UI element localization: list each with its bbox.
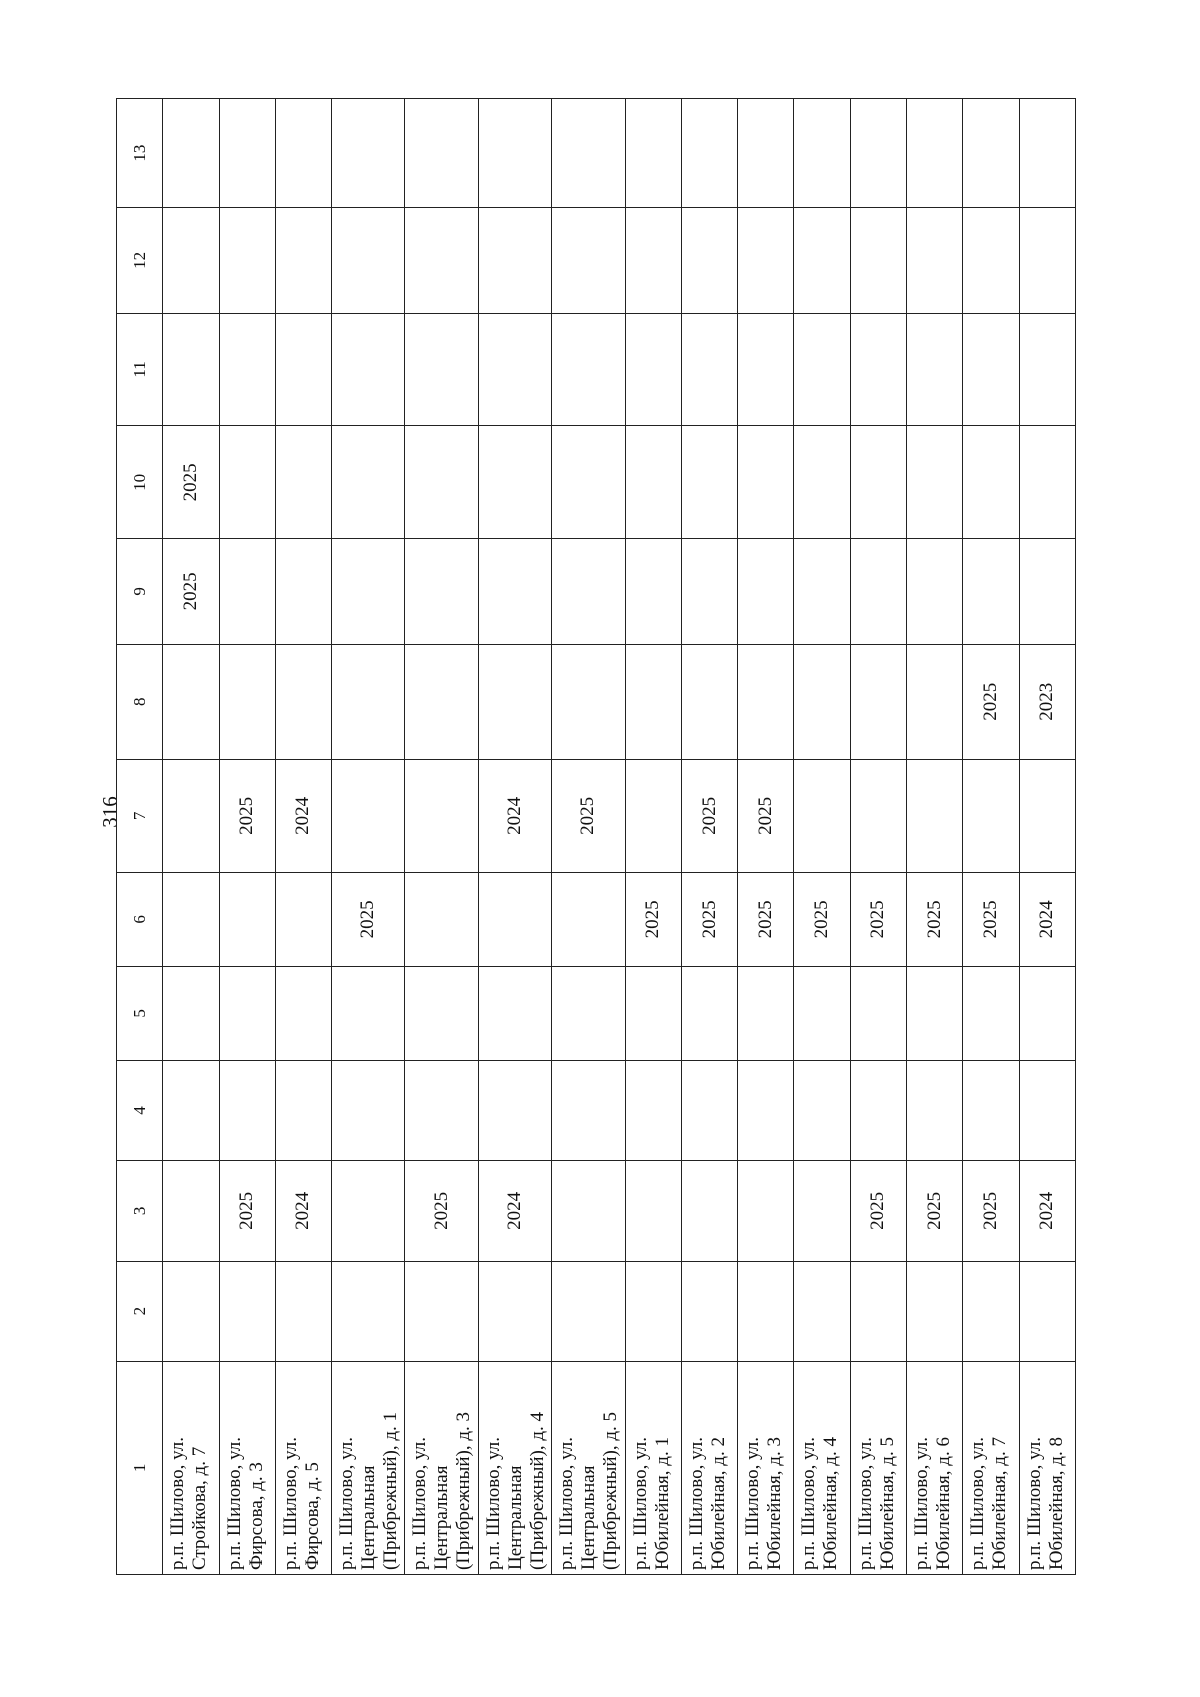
year-cell-col-3: 2025 — [405, 1161, 478, 1261]
year-cell-col-4 — [332, 1060, 405, 1160]
year-cell-col-6: 2024 — [1019, 872, 1075, 966]
address-cell: р.п. Шилово, ул. Центральная (Прибрежный), д. 5 — [552, 1361, 625, 1574]
year-cell-col-12 — [478, 208, 551, 313]
year-cell-col-9 — [405, 539, 478, 644]
year-cell-col-7 — [1019, 759, 1075, 872]
year-cell-col-10 — [478, 426, 551, 539]
year-cell-col-2 — [275, 1261, 331, 1361]
table-row — [163, 99, 219, 1575]
year-cell-col-9 — [794, 539, 850, 644]
year-cell-col-3 — [681, 1161, 737, 1261]
year-cell-col-11 — [275, 313, 331, 426]
year-cell-col-5 — [219, 966, 275, 1060]
year-cell-col-11 — [906, 313, 962, 426]
year-cell-col-9 — [850, 539, 906, 644]
year-cell-col-11 — [1019, 313, 1075, 426]
year-cell-col-11 — [478, 313, 551, 426]
address-cell: р.п. Шилово, ул. Юбилейная, д. 7 — [963, 1361, 1019, 1574]
year-cell-col-3: 2025 — [906, 1161, 962, 1261]
address-cell: р.п. Шилово, ул. Юбилейная, д. 5 — [850, 1361, 906, 1574]
year-cell-col-4 — [850, 1060, 906, 1160]
register-table — [116, 98, 1076, 1575]
year-cell-col-2 — [219, 1261, 275, 1361]
year-cell-col-13 — [1019, 99, 1075, 208]
year-cell-col-6 — [163, 872, 219, 966]
year-cell-col-6 — [275, 872, 331, 966]
year-cell-col-4 — [738, 1060, 794, 1160]
table-row — [478, 99, 551, 1575]
year-cell-col-13 — [478, 99, 551, 208]
year-cell-col-5 — [794, 966, 850, 1060]
year-cell-col-10 — [906, 426, 962, 539]
column-number-1: 1 — [117, 1361, 163, 1574]
year-cell-col-2 — [963, 1261, 1019, 1361]
header-row — [117, 99, 163, 1575]
year-cell-col-10 — [552, 426, 625, 539]
year-cell-col-5 — [850, 966, 906, 1060]
year-cell-col-3 — [552, 1161, 625, 1261]
year-cell-col-7 — [332, 759, 405, 872]
year-cell-col-9 — [625, 539, 681, 644]
year-cell-col-11 — [219, 313, 275, 426]
year-cell-col-12 — [794, 208, 850, 313]
year-cell-col-8 — [219, 644, 275, 759]
year-cell-col-6 — [219, 872, 275, 966]
year-cell-col-3 — [794, 1161, 850, 1261]
year-cell-col-11 — [963, 313, 1019, 426]
table-row — [850, 99, 906, 1575]
year-cell-col-6: 2025 — [794, 872, 850, 966]
year-cell-col-8 — [906, 644, 962, 759]
year-cell-col-4 — [163, 1060, 219, 1160]
year-cell-col-5 — [738, 966, 794, 1060]
year-cell-col-13 — [738, 99, 794, 208]
page-number: 316 — [98, 796, 122, 828]
year-cell-col-10 — [625, 426, 681, 539]
year-cell-col-4 — [963, 1060, 1019, 1160]
year-cell-col-7 — [794, 759, 850, 872]
address-cell: р.п. Шилово, ул. Центральная (Прибрежный), д. 4 — [478, 1361, 551, 1574]
year-cell-col-8 — [552, 644, 625, 759]
year-cell-col-13 — [552, 99, 625, 208]
year-cell-col-6: 2025 — [906, 872, 962, 966]
year-cell-col-12 — [906, 208, 962, 313]
year-cell-col-12 — [275, 208, 331, 313]
year-cell-col-12 — [681, 208, 737, 313]
table-row — [219, 99, 275, 1575]
year-cell-col-6: 2025 — [738, 872, 794, 966]
year-cell-col-12 — [163, 208, 219, 313]
table-body — [117, 99, 1076, 1575]
year-cell-col-10 — [1019, 426, 1075, 539]
column-number-3: 3 — [117, 1161, 163, 1261]
year-cell-col-13 — [794, 99, 850, 208]
year-cell-col-9 — [906, 539, 962, 644]
year-cell-col-13 — [681, 99, 737, 208]
year-cell-col-5 — [275, 966, 331, 1060]
year-cell-col-2 — [1019, 1261, 1075, 1361]
year-cell-col-8 — [625, 644, 681, 759]
year-cell-col-10 — [332, 426, 405, 539]
year-cell-col-11 — [738, 313, 794, 426]
year-cell-col-9 — [1019, 539, 1075, 644]
year-cell-col-12 — [738, 208, 794, 313]
year-cell-col-5 — [332, 966, 405, 1060]
year-cell-col-3 — [738, 1161, 794, 1261]
year-cell-col-11 — [552, 313, 625, 426]
year-cell-col-2 — [850, 1261, 906, 1361]
year-cell-col-11 — [405, 313, 478, 426]
year-cell-col-12 — [332, 208, 405, 313]
table-row — [794, 99, 850, 1575]
year-cell-col-6 — [478, 872, 551, 966]
year-cell-col-13 — [219, 99, 275, 208]
year-cell-col-6: 2025 — [681, 872, 737, 966]
table-row — [906, 99, 962, 1575]
table-row — [681, 99, 737, 1575]
table-row — [552, 99, 625, 1575]
year-cell-col-3 — [163, 1161, 219, 1261]
year-cell-col-5 — [478, 966, 551, 1060]
year-cell-col-2 — [738, 1261, 794, 1361]
year-cell-col-6: 2025 — [850, 872, 906, 966]
year-cell-col-8 — [794, 644, 850, 759]
year-cell-col-8 — [275, 644, 331, 759]
year-cell-col-5 — [552, 966, 625, 1060]
address-cell: р.п. Шилово, ул. Юбилейная, д. 3 — [738, 1361, 794, 1574]
year-cell-col-3: 2025 — [219, 1161, 275, 1261]
table-container — [116, 98, 1076, 1575]
year-cell-col-4 — [552, 1060, 625, 1160]
year-cell-col-6 — [405, 872, 478, 966]
address-cell: р.п. Шилово, ул. Стройкова, д. 7 — [163, 1361, 219, 1574]
table-row — [738, 99, 794, 1575]
year-cell-col-12 — [405, 208, 478, 313]
year-cell-col-8: 2023 — [1019, 644, 1075, 759]
year-cell-col-11 — [850, 313, 906, 426]
year-cell-col-13 — [625, 99, 681, 208]
year-cell-col-5 — [963, 966, 1019, 1060]
year-cell-col-7 — [163, 759, 219, 872]
column-number-10: 10 — [117, 426, 163, 539]
year-cell-col-5 — [681, 966, 737, 1060]
year-cell-col-11 — [681, 313, 737, 426]
column-number-7: 7 — [117, 759, 163, 872]
year-cell-col-8 — [332, 644, 405, 759]
year-cell-col-2 — [625, 1261, 681, 1361]
year-cell-col-10 — [405, 426, 478, 539]
year-cell-col-7 — [625, 759, 681, 872]
year-cell-col-3 — [625, 1161, 681, 1261]
column-number-4: 4 — [117, 1060, 163, 1160]
year-cell-col-7 — [906, 759, 962, 872]
year-cell-col-5 — [1019, 966, 1075, 1060]
year-cell-col-4 — [478, 1060, 551, 1160]
year-cell-col-12 — [625, 208, 681, 313]
year-cell-col-9 — [552, 539, 625, 644]
table-row — [275, 99, 331, 1575]
table-row — [1019, 99, 1075, 1575]
column-number-2: 2 — [117, 1261, 163, 1361]
year-cell-col-13 — [963, 99, 1019, 208]
column-number-11: 11 — [117, 313, 163, 426]
year-cell-col-10 — [794, 426, 850, 539]
year-cell-col-11 — [163, 313, 219, 426]
year-cell-col-4 — [625, 1060, 681, 1160]
year-cell-col-7: 2025 — [681, 759, 737, 872]
year-cell-col-3: 2024 — [478, 1161, 551, 1261]
year-cell-col-2 — [332, 1261, 405, 1361]
column-number-5: 5 — [117, 966, 163, 1060]
year-cell-col-7 — [405, 759, 478, 872]
year-cell-col-6: 2025 — [963, 872, 1019, 966]
column-number-9: 9 — [117, 539, 163, 644]
year-cell-col-13 — [332, 99, 405, 208]
column-number-12: 12 — [117, 208, 163, 313]
year-cell-col-3: 2025 — [850, 1161, 906, 1261]
year-cell-col-2 — [906, 1261, 962, 1361]
year-cell-col-9: 2025 — [163, 539, 219, 644]
year-cell-col-4 — [1019, 1060, 1075, 1160]
year-cell-col-4 — [219, 1060, 275, 1160]
year-cell-col-4 — [405, 1060, 478, 1160]
address-cell: р.п. Шилово, ул. Центральная (Прибрежный), д. 3 — [405, 1361, 478, 1574]
address-cell: р.п. Шилово, ул. Фирсова, д. 5 — [275, 1361, 331, 1574]
year-cell-col-10 — [963, 426, 1019, 539]
year-cell-col-13 — [906, 99, 962, 208]
year-cell-col-13 — [275, 99, 331, 208]
year-cell-col-9 — [332, 539, 405, 644]
year-cell-col-3: 2025 — [963, 1161, 1019, 1261]
year-cell-col-3: 2024 — [1019, 1161, 1075, 1261]
year-cell-col-3 — [332, 1161, 405, 1261]
column-number-8: 8 — [117, 644, 163, 759]
year-cell-col-9 — [478, 539, 551, 644]
year-cell-col-13 — [850, 99, 906, 208]
year-cell-col-4 — [681, 1060, 737, 1160]
address-cell: р.п. Шилово, ул. Юбилейная, д. 8 — [1019, 1361, 1075, 1574]
year-cell-col-12 — [963, 208, 1019, 313]
year-cell-col-10 — [219, 426, 275, 539]
year-cell-col-11 — [332, 313, 405, 426]
year-cell-col-10 — [681, 426, 737, 539]
year-cell-col-2 — [405, 1261, 478, 1361]
year-cell-col-8 — [681, 644, 737, 759]
year-cell-col-13 — [163, 99, 219, 208]
year-cell-col-4 — [794, 1060, 850, 1160]
year-cell-col-6: 2025 — [625, 872, 681, 966]
year-cell-col-9 — [219, 539, 275, 644]
address-cell: р.п. Шилово, ул. Юбилейная, д. 2 — [681, 1361, 737, 1574]
year-cell-col-9 — [738, 539, 794, 644]
column-number-6: 6 — [117, 872, 163, 966]
year-cell-col-5 — [906, 966, 962, 1060]
year-cell-col-7: 2025 — [219, 759, 275, 872]
year-cell-col-5 — [163, 966, 219, 1060]
year-cell-col-8 — [850, 644, 906, 759]
year-cell-col-9 — [681, 539, 737, 644]
year-cell-col-10 — [738, 426, 794, 539]
year-cell-col-12 — [219, 208, 275, 313]
year-cell-col-8 — [405, 644, 478, 759]
year-cell-col-9 — [275, 539, 331, 644]
year-cell-col-4 — [906, 1060, 962, 1160]
year-cell-col-12 — [1019, 208, 1075, 313]
year-cell-col-10 — [275, 426, 331, 539]
year-cell-col-7: 2025 — [552, 759, 625, 872]
year-cell-col-8 — [738, 644, 794, 759]
address-cell: р.п. Шилово, ул. Фирсова, д. 3 — [219, 1361, 275, 1574]
year-cell-col-10 — [850, 426, 906, 539]
table-row — [332, 99, 405, 1575]
year-cell-col-2 — [794, 1261, 850, 1361]
year-cell-col-6 — [552, 872, 625, 966]
year-cell-col-12 — [552, 208, 625, 313]
address-cell: р.п. Шилово, ул. Юбилейная, д. 6 — [906, 1361, 962, 1574]
year-cell-col-10: 2025 — [163, 426, 219, 539]
table-row — [963, 99, 1019, 1575]
year-cell-col-2 — [163, 1261, 219, 1361]
year-cell-col-4 — [275, 1060, 331, 1160]
year-cell-col-8: 2025 — [963, 644, 1019, 759]
year-cell-col-7: 2025 — [738, 759, 794, 872]
table-row — [625, 99, 681, 1575]
year-cell-col-8 — [163, 644, 219, 759]
year-cell-col-12 — [850, 208, 906, 313]
year-cell-col-2 — [681, 1261, 737, 1361]
address-cell: р.п. Шилово, ул. Центральная (Прибрежный), д. 1 — [332, 1361, 405, 1574]
year-cell-col-5 — [625, 966, 681, 1060]
year-cell-col-11 — [625, 313, 681, 426]
address-cell: р.п. Шилово, ул. Юбилейная, д. 1 — [625, 1361, 681, 1574]
year-cell-col-11 — [794, 313, 850, 426]
year-cell-col-7 — [963, 759, 1019, 872]
year-cell-col-6: 2025 — [332, 872, 405, 966]
year-cell-col-9 — [963, 539, 1019, 644]
year-cell-col-5 — [405, 966, 478, 1060]
year-cell-col-13 — [405, 99, 478, 208]
address-cell: р.п. Шилово, ул. Юбилейная, д. 4 — [794, 1361, 850, 1574]
column-number-13: 13 — [117, 99, 163, 208]
year-cell-col-7: 2024 — [478, 759, 551, 872]
year-cell-col-2 — [552, 1261, 625, 1361]
year-cell-col-7: 2024 — [275, 759, 331, 872]
year-cell-col-2 — [478, 1261, 551, 1361]
year-cell-col-7 — [850, 759, 906, 872]
year-cell-col-3: 2024 — [275, 1161, 331, 1261]
year-cell-col-8 — [478, 644, 551, 759]
table-row — [405, 99, 478, 1575]
